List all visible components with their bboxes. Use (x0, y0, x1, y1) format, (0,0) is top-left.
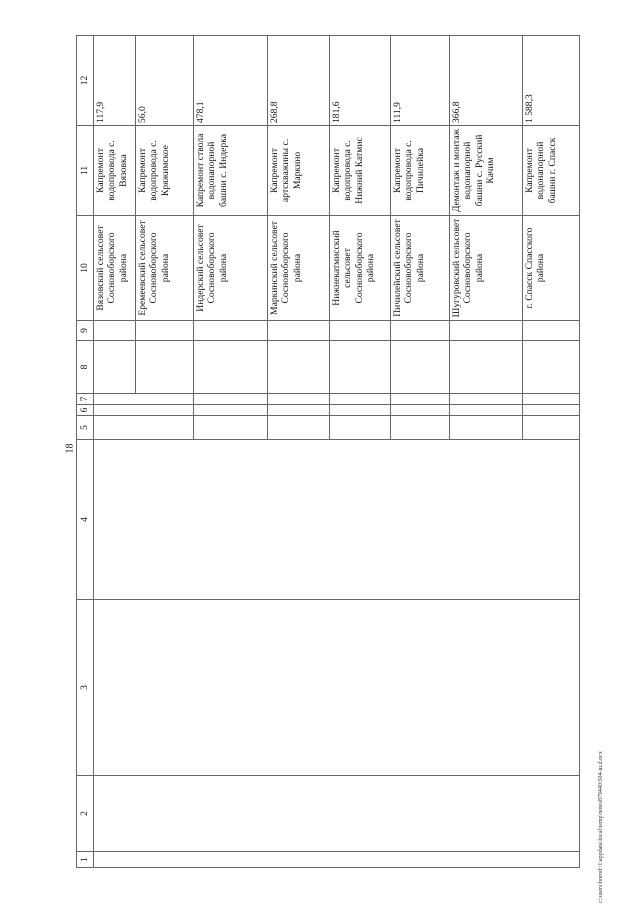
work-cell: Демонтаж и монтаж водонапорной башни с. Русский Качим (450, 126, 523, 216)
amount-cell: 366,8 (450, 36, 523, 126)
cell-8 (391, 341, 450, 394)
cell-7 (523, 394, 580, 405)
municipality-cell: Пичилейский сельсовет Сосновоборского района (391, 216, 450, 321)
municipality-cell: Нижнекатмисский сельсовет Сосновоборского района (330, 216, 391, 321)
table-row (94, 36, 136, 868)
page-number: 18 (64, 443, 76, 454)
cell-7 (450, 394, 523, 405)
cell-6 (391, 405, 450, 416)
amount-cell: 181,6 (330, 36, 391, 126)
municipality-cell: Еремеевский сельсовет Сосновоборского района (136, 216, 194, 321)
cell-5 (391, 416, 450, 440)
cell-8 (523, 341, 580, 394)
amount-cell: 268,8 (268, 36, 330, 126)
cell-5 (523, 416, 580, 440)
col-header-7: 7 (77, 394, 94, 405)
work-cell: Капремонт водопровода с. Кряжимское (136, 126, 194, 216)
cell-6 (94, 405, 194, 416)
cell-7 (94, 394, 194, 405)
cell-1 (94, 852, 580, 868)
cell-9 (391, 321, 450, 341)
cell-7 (194, 394, 268, 405)
col-header-9: 9 (77, 321, 94, 341)
work-cell: Капремонт водонапорной башни г. Спасск (523, 126, 580, 216)
amount-cell: 117,9 (94, 36, 136, 126)
cell-8 (330, 341, 391, 394)
municipality-cell: Вязовский сельсовет Сосновоборского района (94, 216, 136, 321)
work-cell: Капремонт водопровода с. Вязовка (94, 126, 136, 216)
cell-4 (94, 440, 580, 600)
cell-9 (94, 321, 136, 341)
amount-cell: 1 588,3 (523, 36, 580, 126)
municipality-cell: Шугуровский сельсовет Сосновоборского района (450, 216, 523, 321)
cell-9 (330, 321, 391, 341)
cell-9 (450, 321, 523, 341)
municipality-cell: Маркинский сельсовет Сосновоборского района (268, 216, 330, 321)
cell-5 (450, 416, 523, 440)
work-cell: Капремонт водопровода с. Пичилейка (391, 126, 450, 216)
col-header-8: 8 (77, 341, 94, 394)
cell-6 (194, 405, 268, 416)
col-header-3: 3 (77, 600, 94, 776)
cell-5 (330, 416, 391, 440)
cell-3 (94, 600, 580, 776)
work-cell: Капремонт водопровода с. Нижний Катмис (330, 126, 391, 216)
cell-5 (268, 416, 330, 440)
cell-8 (136, 341, 194, 394)
cell-7 (268, 394, 330, 405)
cell-8 (94, 341, 136, 394)
amount-cell: 111,9 (391, 36, 450, 126)
cell-9 (523, 321, 580, 341)
cell-8 (194, 341, 268, 394)
col-header-4: 4 (77, 440, 94, 600)
cell-6 (450, 405, 523, 416)
cell-8 (450, 341, 523, 394)
amount-cell: 478,1 (194, 36, 268, 126)
cell-6 (268, 405, 330, 416)
cell-7 (330, 394, 391, 405)
header-row (77, 36, 94, 868)
amount-cell: 56,0 (136, 36, 194, 126)
col-header-12: 12 (77, 36, 94, 126)
rotated-table-container (76, 36, 576, 868)
cell-2 (94, 776, 580, 852)
work-cell: Капремонт артскважины с. Маркино (268, 126, 330, 216)
cell-9 (194, 321, 268, 341)
file-path-footer: c:\users\borod~1\appdata\local\temp\notes879440\504-ш.d.ocx (598, 751, 604, 903)
cell-5 (94, 416, 194, 440)
cell-9 (136, 321, 194, 341)
col-header-10: 10 (77, 216, 94, 321)
cell-6 (330, 405, 391, 416)
col-header-1: 1 (77, 852, 94, 868)
col-header-11: 11 (77, 126, 94, 216)
cell-8 (268, 341, 330, 394)
cell-6 (523, 405, 580, 416)
data-table (76, 35, 580, 868)
work-cell: Капремонт ствола водонапорной башни с. Индерка (194, 126, 268, 216)
cell-5 (194, 416, 268, 440)
col-header-5: 5 (77, 416, 94, 440)
cell-7 (391, 394, 450, 405)
municipality-cell: Индерский сельсовет Сосновоборского района (194, 216, 268, 321)
col-header-6: 6 (77, 405, 94, 416)
municipality-cell: г. Спасск Спасского района (523, 216, 580, 321)
cell-9 (268, 321, 330, 341)
col-header-2: 2 (77, 776, 94, 852)
